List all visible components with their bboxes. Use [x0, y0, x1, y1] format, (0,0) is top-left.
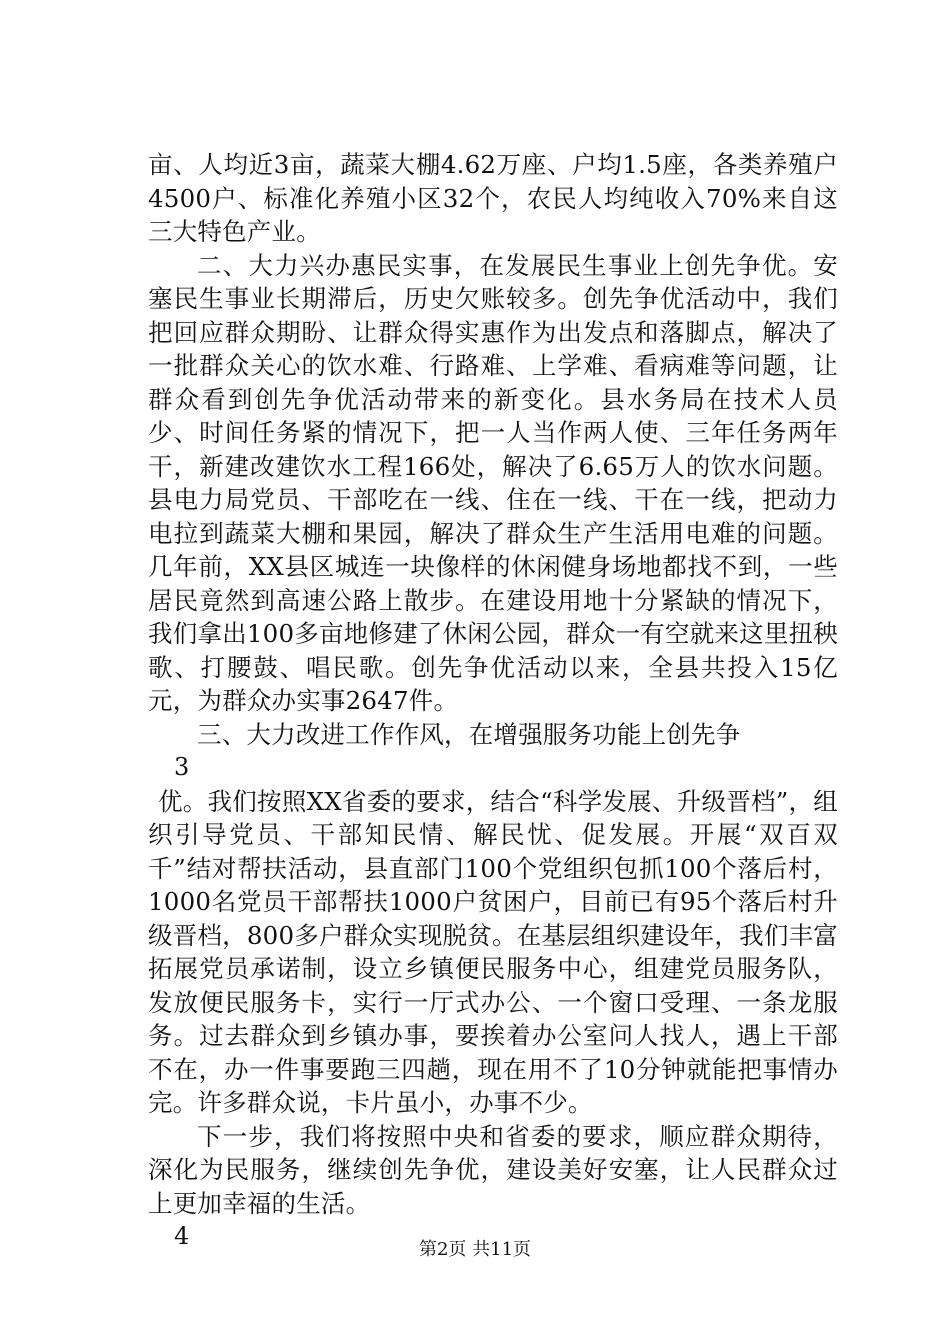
inline-page-number: 4: [174, 1222, 190, 1250]
document-page: [148, 148, 838, 1254]
paragraph-section-three-body: 优。我们按照XX省委的要求，结合“科学发展、升级晋档”，组织引导党员、干部知民情、解民忧、促发展。开展“双百双千”结对帮扶活动，县直部门100个党组织包抓100个落后村，1000名党员干部帮扶1000户贫困户，目前已有95个落后村升级晋档，800多户群众实现脱贫。在基层组织建设年，我们丰富拓展党员承诺制，设立乡镇便民服务中心，组建党员服务队，发放便民服务卡，实行一厅式办公、一个窗口受理、一条龙服务。过去群众到乡镇办事，要挨着办公室问人找人，遇上干部不在，办一件事要跑三四趟，现在用不了10分钟就能把事情办完。许多群众说，卡片虽小，办事不少。: [148, 786, 838, 1117]
inline-page-number: 3: [174, 753, 190, 781]
paragraph-next-step: 下一步，我们将按照中央和省委的要求，顺应群众期待，深化为民服务，继续创先争优，建设美好安塞，让人民群众过上更加幸福的生活。: [148, 1121, 838, 1218]
paragraph-continued: 亩、人均近3亩，蔬菜大棚4.62万座、户均1.5座，各类养殖户4500户、标准化养殖小区32个，农民人均纯收入70%来自这三大特色产业。: [148, 150, 838, 246]
paragraph-section-three-heading: 三、大力改进工作作风，在增强服务功能上创先争: [197, 719, 741, 749]
paragraph-section-two: 二、大力兴办惠民实事，在发展民生事业上创先争优。安塞民生事业长期滞后，历史欠账较多。创先争优活动中，我们把回应群众期盼、让群众得实惠作为出发点和落脚点，解决了一批群众关心的饮水难、行路难、上学难、看病难等问题，让群众看到创先争优活动带来的新变化。县水务局在技术人员少、时间任务紧的情况下，把一人当作两人使、三年任务两年干，新建改建饮水工程166处，解决了6.65万人的饮水问题。县电力局党员、干部吃在一线、住在一线、干在一线，把动力电拉到蔬菜大棚和果园，解决了群众生产生活用电难的问题。几年前，XX县区城连一块像样的休闲健身场地都找不到，一些居民竟然到高速公路上散步。在建设用地十分紧缺的情况下，我们拿出100多亩地修建了休闲公园，群众一有空就来这里扭秧歌、打腰鼓、唱民歌。创先争优活动以来，全县共投入15亿元，为群众办实事2647件。: [148, 250, 838, 715]
page-footer: 第2页 共11页: [418, 1239, 532, 1260]
